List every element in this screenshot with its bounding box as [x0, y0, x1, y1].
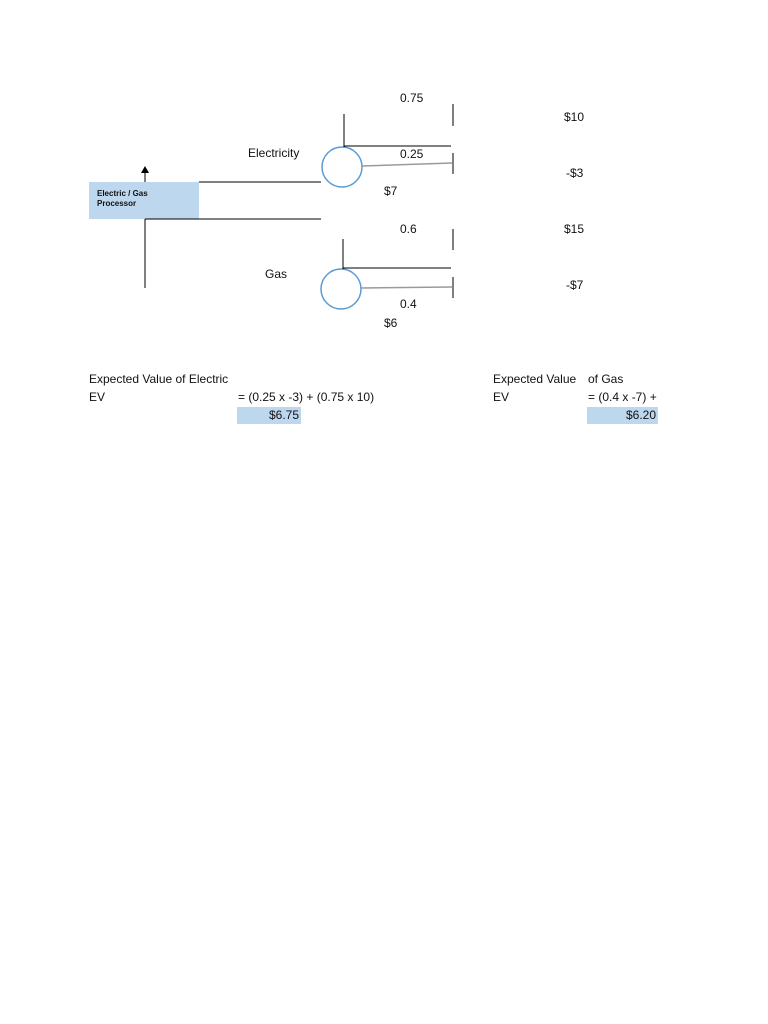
electricity-payoff-low: -$3	[566, 166, 584, 180]
processor-label-line1: Electric / Gas	[97, 189, 148, 198]
gas-ev-heading-part1: Expected Value	[493, 372, 577, 386]
electricity-prob-high: 0.75	[400, 91, 424, 105]
electricity-label: Electricity	[248, 146, 300, 160]
gas-ev-formula: = (0.4 x -7) +	[588, 390, 657, 404]
gas-low-branch	[361, 287, 452, 288]
processor-label-line2: Processor	[97, 199, 137, 208]
electric-ev-label: EV	[89, 390, 106, 404]
gas-ev-heading-part2: of Gas	[588, 372, 624, 386]
gas-ev-label: EV	[493, 390, 510, 404]
electric-ev-formula: = (0.25 x -3) + (0.75 x 10)	[238, 390, 375, 404]
gas-prob-low: 0.4	[400, 297, 417, 311]
gas-chance-node-icon	[321, 269, 361, 309]
electric-ev-heading: Expected Value of Electric	[89, 372, 229, 386]
gas-node-value: $6	[384, 316, 398, 330]
gas-prob-high: 0.6	[400, 222, 417, 236]
gas-payoff-low: -$7	[566, 278, 584, 292]
electricity-node-value: $7	[384, 184, 398, 198]
gas-payoff-high: $15	[564, 222, 585, 236]
electricity-payoff-high: $10	[564, 110, 585, 124]
electricity-chance-node-icon	[322, 147, 362, 187]
arrow-head-icon	[141, 166, 149, 173]
electric-ev-result: $6.75	[237, 407, 301, 424]
gas-label: Gas	[265, 267, 288, 281]
gas-ev-result: $6.20	[587, 407, 658, 424]
electricity-low-branch	[362, 163, 452, 166]
electricity-prob-low: 0.25	[400, 147, 424, 161]
